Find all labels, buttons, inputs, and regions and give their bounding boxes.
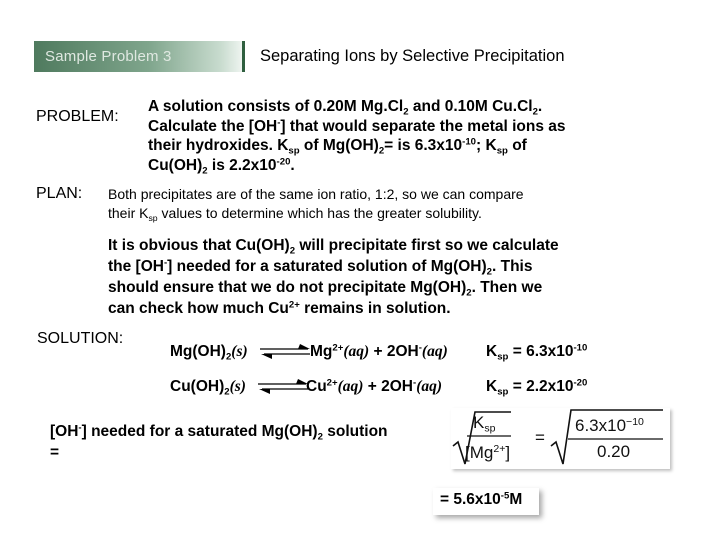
formula-numerator: $6.3x10^{-10}$ (575, 416, 644, 435)
problem-line-4: $Cu(OH)_2$ is $2.2x10^{-20}$. (148, 156, 295, 176)
plan-label: PLAN: (36, 185, 83, 202)
reasoning-line-1: It is obvious that $Cu(OH)_2$ will precipitate first so we calculate (108, 237, 559, 257)
ksp-symbol: $K_{sp}$ (473, 413, 496, 435)
eq1-ksp-value: $K_{sp} = 6.3x10^{-10}$ (486, 342, 588, 363)
hydroxide-needed-line: [OH-] needed for a saturated $Mg(OH)_2$ solution (50, 422, 388, 443)
eq1-products: $Mg^{2+}(aq) + 2OH^-(aq)$ (310, 342, 448, 360)
hydroxide-needed-equals: = (50, 444, 60, 461)
formula-denominator: 0.20 (597, 442, 631, 461)
equilibrium-arrows-icon (258, 341, 314, 363)
plan-line-1: Both precipitates are of the same ion ratio, 1:2, so we can compare (108, 186, 524, 202)
hydroxide-needed-text (50, 421, 388, 463)
result-value: = $5.6x10^{-5}M$ (440, 490, 523, 508)
solution-label: SOLUTION: (37, 330, 124, 347)
equilibrium-arrows-icon (256, 376, 312, 398)
problem-line-3: their hydroxides. $K_{sp}$ of $Mg(OH)_2=$ is $6.3x10^{-10}$; $K_{sp}$ of (148, 136, 527, 157)
reasoning-line-3: should ensure that we do not precipitate $Mg(OH)_2$. Then we (108, 279, 543, 299)
problem-line-2: Calculate the [OH-] that would separate the metal ions as (148, 117, 566, 135)
sample-problem-badge (34, 41, 245, 72)
eq2-products: $Cu^{2+}(aq) + 2OH^-(aq)$ (306, 377, 443, 395)
formula-equals: = (535, 428, 545, 447)
mg-ion-concentration: $[Mg^{2+}]$ (465, 443, 511, 462)
plan-statement (108, 185, 628, 223)
eq1-reactant: $Mg(OH)_2(s)$ (170, 343, 248, 363)
result-box (433, 488, 539, 515)
plan-line-2: their $K_{sp}$ values to determine which has the greater solubility. (108, 205, 482, 224)
problem-label: PROBLEM: (36, 108, 119, 125)
reasoning-paragraph (108, 235, 648, 319)
eq2-ksp-value: $K_{sp} = 2.2x10^{-20}$ (486, 377, 588, 398)
reasoning-line-4: can check how much $Cu^{2+}$ remains in solution. (108, 299, 451, 317)
reasoning-line-2: the [OH-] needed for a saturated solution of $Mg(OH)_2$. This (108, 257, 533, 278)
problem-statement (148, 97, 648, 175)
page-title: Separating Ions by Selective Precipitation (260, 47, 565, 65)
sample-problem-label: Sample Problem 3 (45, 48, 172, 65)
problem-line-1: A solution consists of 0.20M $Mg.Cl_2$ and 0.10M $Cu.Cl_2$. (148, 98, 543, 118)
eq2-reactant: $Cu(OH)_2(s)$ (170, 378, 246, 398)
sqrt-formula (451, 408, 670, 469)
